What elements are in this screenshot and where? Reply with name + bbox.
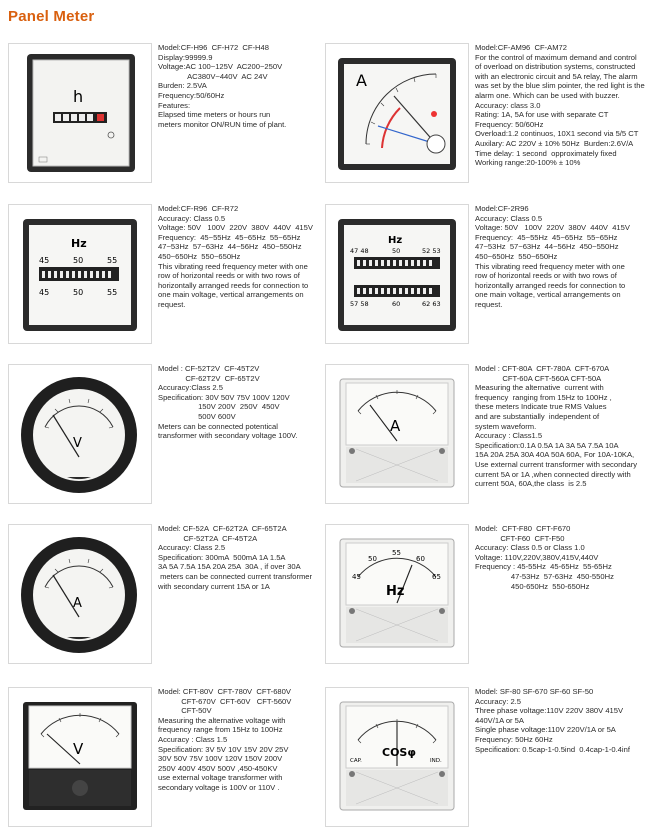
dial-unit: Hz (386, 584, 405, 599)
spec-line: Specification: 0.5cap-1-0.5ind 0.4cap-1-0.4inf (475, 744, 630, 754)
spec-line: 450-650Hz 550-650Hz (475, 581, 590, 591)
product-card (325, 687, 643, 837)
product-description (158, 204, 328, 310)
spec-line: Features: (158, 100, 191, 110)
reed-frequency-meter-double-row-photo (325, 204, 469, 344)
dial-label: 50 (392, 247, 401, 255)
spec-line: Accuracy: class 3.0 (475, 100, 541, 110)
dial-label: 60 (392, 300, 401, 308)
spec-line: with secondary current 15A or 1A (158, 581, 270, 591)
square-ammeter-photo (325, 364, 469, 504)
dial-unit: A (390, 417, 401, 435)
spec-line: 500V 600V (158, 411, 236, 421)
square-frequency-meter-photo (325, 524, 469, 664)
spec-line: Elapsed time meters or hours run (158, 110, 271, 120)
reed-frequency-meter-single-row-photo (8, 204, 152, 344)
spec-line: Model : CF-52T2V CF-45T2V (158, 364, 260, 373)
spec-line: 47-53Hz 57-63Hz 450-550Hz (475, 571, 614, 581)
spec-line: these meters Indicate true RMS Values (475, 402, 607, 412)
spec-line: This vibrating reed frequency meter with one (475, 261, 625, 271)
spec-line: with an electronic circuit and 5A relay, The alarm (475, 71, 638, 81)
spec-line: request. (475, 299, 503, 309)
spec-line: CFT-670V CFT-60V CFT-560V (158, 696, 292, 706)
spec-line: This vibrating reed frequency meter with one (158, 261, 308, 271)
spec-line: request. (158, 299, 186, 309)
spec-line: one main voltage, vertical arrangements on (475, 290, 621, 300)
power-factor-meter-photo (325, 687, 469, 827)
spec-line: Model:CF-2R96 (475, 204, 529, 213)
product-description (475, 364, 645, 489)
spec-line: Burden: 2.5VA (158, 81, 207, 91)
spec-line: 47~53Hz 57~63Hz 44~56Hz 450~550Hz (475, 242, 619, 252)
spec-line: Rating: 1A, 5A for use with separate CT (475, 110, 609, 120)
product-card (325, 364, 643, 514)
spec-line: current 50A, 60A,the class is 2.5 (475, 479, 587, 489)
maximum-demand-ammeter-photo (325, 43, 469, 183)
spec-line: CFT-50V (158, 706, 212, 716)
spec-line: Model : CFT-80A CFT-780A CFT-670A (475, 364, 610, 373)
spec-line: 30V 50V 75V 100V 120V 150V 200V (158, 754, 283, 764)
product-description (158, 687, 328, 793)
dial-label: 55 (107, 288, 118, 297)
spec-line: row of horizontal reeds or with two rows of (475, 271, 617, 281)
spec-line: Frequency: 50/60Hz (475, 119, 544, 129)
spec-line: horizontally arranged reeds for connection to (158, 280, 309, 290)
spec-line: Voltage: 110V,220V,380V,415V,440V (475, 552, 599, 562)
dial-unit: Hz (71, 237, 87, 250)
spec-line: Accuracy: 2.5 (475, 696, 522, 706)
spec-line: Model: CFT-F80 CFT-F670 (475, 524, 571, 533)
spec-line: Voltage:AC 100~125V AC200~250V (158, 62, 283, 72)
dial-unit: V (73, 436, 82, 451)
spec-line: and are substantially independent of (475, 411, 600, 421)
spec-line: 250V 400V 450V 500V ,450-450KV (158, 763, 278, 773)
spec-line: secondary voltage is 100V or 110V . (158, 782, 280, 792)
spec-line: AC380V~440V AC 24V (158, 71, 268, 81)
spec-line: transformer with secondary voltage 100V. (158, 431, 298, 441)
dial-label: 50 (368, 555, 377, 563)
product-description (475, 687, 645, 754)
product-card (325, 204, 643, 354)
spec-line: Working range:20-100% ± 10% (475, 158, 581, 168)
spec-line: 3A 5A 7.5A 15A 20A 25A 30A , if over 30A (158, 562, 301, 572)
spec-line: alarm one. Which can be used with buzzer. (475, 90, 620, 100)
spec-line: Model:CF-R96 CF-R72 (158, 204, 239, 213)
dial-label: 60 (416, 555, 425, 563)
spec-line: Specification:0.1A 0.5A 1A 3A 5A 7.5A 10A (475, 440, 619, 450)
dial-label: CAP. (350, 758, 362, 764)
dial-label: IND. (430, 758, 442, 764)
spec-line: Model: CFT-80V CFT-780V CFT-680V (158, 687, 291, 696)
dial-label: 55 (392, 549, 401, 557)
hour-counter-meter-photo (8, 43, 152, 183)
spec-line: Accuracy: Class 0.5 or Class 1.0 (475, 543, 585, 553)
spec-line: Accuracy:Class 2.5 (158, 383, 223, 393)
product-card (8, 364, 326, 514)
spec-line: Single phase voltage:110V 220V/1A or 5A (475, 725, 616, 735)
product-card (325, 43, 643, 193)
dial-unit: h (73, 87, 84, 106)
product-description (158, 364, 328, 441)
spec-line: row of horizontal reeds or with two rows of (158, 271, 300, 281)
spec-line: For the control of maximum demand and control (475, 52, 637, 62)
spec-line: one main voltage, vertical arrangements on (158, 290, 304, 300)
product-card (8, 524, 326, 674)
spec-line: Model: CF-52A CF-62T2A CF-65T2A (158, 524, 287, 533)
spec-line: Measuring the alternative voltage with (158, 715, 286, 725)
spec-line: CFT-F60 CFT-F50 (475, 533, 565, 543)
square-voltmeter-photo (8, 687, 152, 827)
product-card (8, 204, 326, 354)
round-ammeter-photo (8, 524, 152, 664)
spec-line: Accuracy: Class 2.5 (158, 543, 226, 553)
product-description (475, 204, 645, 310)
product-description (158, 524, 328, 591)
round-voltmeter-photo (8, 364, 152, 504)
dial-label: 52 53 (422, 247, 441, 255)
spec-line: use external voltage transformer with (158, 773, 283, 783)
product-card (8, 687, 326, 837)
dial-unit: V (73, 740, 84, 758)
spec-line: Use external current transformer with secondary (475, 459, 638, 469)
spec-line: Accuracy : Class 1.5 (158, 734, 228, 744)
spec-line: Three phase voltage:110V 220V 380V 415V (475, 706, 624, 716)
spec-line: of overload on distribution systems, constructed (475, 62, 636, 72)
spec-line: Frequency:50/60Hz (158, 90, 225, 100)
spec-line: was set by the blue slim pointer, the red light is the (475, 81, 645, 91)
spec-line: meters monitor ON/RUN time of plant. (158, 119, 287, 129)
spec-line: Specification: 30V 50V 75V 100V 120V (158, 392, 290, 402)
spec-line: Auxilary: AC 220V ± 10% 50Hz Burden:2.6V/A (475, 138, 634, 148)
dial-label: 45 (39, 288, 50, 297)
spec-line: 150V 200V 250V 450V (158, 402, 280, 412)
product-description (475, 43, 645, 168)
spec-line: Voltage: 50V 100V 220V 380V 440V 415V (158, 223, 313, 233)
spec-line: Accuracy: Class 0.5 (475, 213, 543, 223)
spec-line: Meters can be connected potentical (158, 421, 278, 431)
spec-line: Overload:1.2 continuos, 10X1 second via 5/5 CT (475, 129, 639, 139)
dial-unit: Hz (388, 235, 403, 246)
dial-label: 50 (73, 288, 84, 297)
spec-line: Model:CF-H96 CF-H72 CF-H48 (158, 43, 269, 52)
spec-line: Frequency: 45~55Hz 45~65Hz 55~65Hz (158, 232, 301, 242)
spec-line: Accuracy: Class 0.5 (158, 213, 226, 223)
spec-line: Measuring the alternative current with (475, 383, 604, 393)
spec-line: system waveform. (475, 421, 537, 431)
spec-line: frequency range from 15Hz to 100Hz (158, 725, 283, 735)
spec-line: meters can be connected current transformer (158, 571, 313, 581)
spec-line: Specification: 3V 5V 10V 15V 20V 25V (158, 744, 289, 754)
dial-label: 45 (39, 256, 50, 265)
spec-line: CFT-60A CFT-560A CFT-50A (475, 373, 602, 383)
spec-line: Model:CF-AM96 CF-AM72 (475, 43, 567, 52)
spec-line: 15A 20A 25A 30A 40A 50A 60A, For 10A-10KA, (475, 450, 635, 460)
dial-label: 55 (107, 256, 118, 265)
spec-line: 440V/1A or 5A (475, 715, 524, 725)
spec-line: CF-62T2V CF-65T2V (158, 373, 260, 383)
dial-unit: A (73, 596, 82, 611)
dial-label: 62 63 (422, 300, 441, 308)
dial-label: 65 (432, 573, 441, 581)
dial-label: 57 58 (350, 300, 369, 308)
product-card (8, 43, 326, 193)
spec-line: CF-52T2A CF-45T2A (158, 533, 258, 543)
dial-label: 45 (352, 573, 361, 581)
dial-label: 47 48 (350, 247, 369, 255)
spec-line: Frequency : 45-55Hz 45-65Hz 55-65Hz (475, 562, 612, 572)
spec-line: Accuracy : Class1.5 (475, 431, 543, 441)
spec-line: Frequency: 50Hz 60Hz (475, 734, 553, 744)
product-description (475, 524, 645, 591)
dial-label: 50 (73, 256, 84, 265)
spec-line: Time delay: 1 second opproximately fixed (475, 148, 617, 158)
spec-line: frequency ranging from 15Hz to 100Hz , (475, 392, 612, 402)
spec-line: 450~650Hz 550~650Hz (475, 251, 558, 261)
dial-unit: COSφ (382, 746, 416, 759)
spec-line: Frequency: 45~55Hz 45~65Hz 55~65Hz (475, 232, 618, 242)
page-title: Panel Meter (8, 8, 95, 25)
spec-line: Display:99999.9 (158, 52, 213, 62)
spec-line: 47~53Hz 57~63Hz 44~56Hz 450~550Hz (158, 242, 302, 252)
spec-line: horizontally arranged reeds for connection to (475, 280, 626, 290)
dial-unit: A (356, 71, 367, 90)
spec-line: Model: SF-80 SF-670 SF-60 SF-50 (475, 687, 594, 696)
spec-line: current 5A or 1A ,when connected directly with (475, 469, 631, 479)
spec-line: 450~650Hz 550~650Hz (158, 251, 241, 261)
product-description (158, 43, 328, 129)
spec-line: Voltage: 50V 100V 220V 380V 440V 415V (475, 223, 630, 233)
spec-line: Specification: 300mA 500mA 1A 1.5A (158, 552, 286, 562)
product-card (325, 524, 643, 674)
